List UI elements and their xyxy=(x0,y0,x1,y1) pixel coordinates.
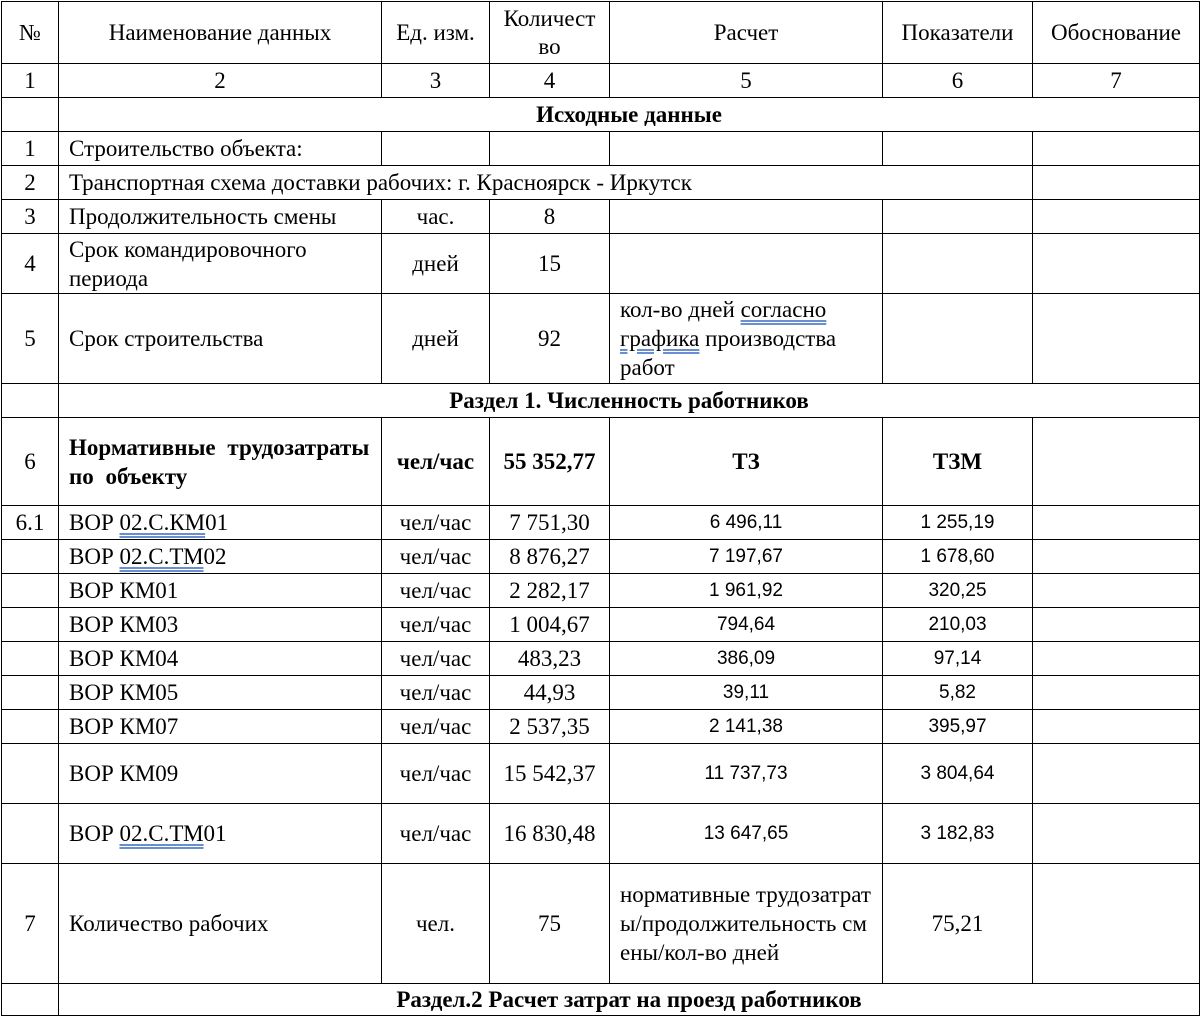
table-row xyxy=(2,744,1200,804)
row-number xyxy=(2,642,59,676)
row-qty: 55 352,77 xyxy=(490,418,610,506)
col-number: 7 xyxy=(1033,64,1200,98)
section-row xyxy=(2,98,1200,132)
row-number: 6 xyxy=(2,418,59,506)
vor-code: 02.С.КМ xyxy=(119,510,206,535)
row-tz: 7 197,67 xyxy=(610,540,883,574)
row-qty: 75 xyxy=(490,864,610,984)
row-calc xyxy=(610,294,883,384)
row-name: Транспортная схема доставки рабочих: г. Красноярск - Иркутск xyxy=(59,166,1033,200)
row-tz: 11 737,73 xyxy=(610,744,883,804)
row-number: 5 xyxy=(2,294,59,384)
header-col-calc: Расчет xyxy=(610,2,883,64)
table-row xyxy=(2,506,1200,540)
row-name: ВОР 02.С.ТМ02 xyxy=(59,540,382,574)
row-unit: чел/час xyxy=(382,642,490,676)
section-row xyxy=(2,384,1200,418)
row-number xyxy=(2,804,59,864)
col-number: 1 xyxy=(2,64,59,98)
row-tzm: 210,03 xyxy=(883,608,1033,642)
section-title: Раздел.2 Расчет затрат на проезд работников xyxy=(59,984,1200,1016)
row-tzm: 320,25 xyxy=(883,574,1033,608)
row-name: Срок командировочного периода xyxy=(59,234,382,294)
row-tzm: ТЗМ xyxy=(883,418,1033,506)
row-number xyxy=(2,540,59,574)
row-number: 1 xyxy=(2,132,59,166)
row-name: Количество рабочих xyxy=(59,864,382,984)
row-tzm: 3 182,83 xyxy=(883,804,1033,864)
row-tz: 1 961,92 xyxy=(610,574,883,608)
row-number: 4 xyxy=(2,234,59,294)
section-title: Исходные данные xyxy=(59,98,1200,132)
row-qty: 92 xyxy=(490,294,610,384)
row-unit: чел/час xyxy=(382,804,490,864)
col-number: 4 xyxy=(490,64,610,98)
table-row xyxy=(2,234,1200,294)
row-number: 3 xyxy=(2,200,59,234)
header-col-num: № xyxy=(2,2,59,64)
row-qty: 44,93 xyxy=(490,676,610,710)
col-number: 6 xyxy=(883,64,1033,98)
row-qty: 2 282,17 xyxy=(490,574,610,608)
calc-underlined-text: согласно xyxy=(740,297,827,322)
header-col-unit: Ед. изм. xyxy=(382,2,490,64)
table-row xyxy=(2,418,1200,506)
row-number: 2 xyxy=(2,166,59,200)
row-name: ВОР КМ04 xyxy=(59,642,382,676)
section-row xyxy=(2,984,1200,1016)
row-value: 75,21 xyxy=(883,864,1033,984)
row-number xyxy=(2,676,59,710)
vor-code: 02.С.ТМ xyxy=(119,821,204,846)
row-name: Продолжительность смены xyxy=(59,200,382,234)
row-calc: нормативные трудозатраты/продолжительность смены/кол-во дней xyxy=(610,864,883,984)
row-name: ВОР КМ09 xyxy=(59,744,382,804)
row-unit: чел/час xyxy=(382,574,490,608)
row-tzm: 1 255,19 xyxy=(883,506,1033,540)
table-row xyxy=(2,166,1200,200)
header-row xyxy=(2,2,1200,64)
row-qty: 1 004,67 xyxy=(490,608,610,642)
table-row xyxy=(2,294,1200,384)
table-row xyxy=(2,710,1200,744)
calc-underlined-text: графика xyxy=(620,326,700,351)
calc-text: производства работ xyxy=(620,326,837,380)
row-name: ВОР 02.С.ТМ01 xyxy=(59,804,382,864)
row-tzm: 395,97 xyxy=(883,710,1033,744)
row-number: 7 xyxy=(2,864,59,984)
row-tzm: 97,14 xyxy=(883,642,1033,676)
row-name: ВОР КМ05 xyxy=(59,676,382,710)
row-qty: 15 xyxy=(490,234,610,294)
header-col-indicators: Показатели xyxy=(883,2,1033,64)
section-title: Раздел 1. Численность работников xyxy=(59,384,1200,418)
row-tz: ТЗ xyxy=(610,418,883,506)
row-tz: 13 647,65 xyxy=(610,804,883,864)
row-unit: дней xyxy=(382,294,490,384)
row-qty: 8 876,27 xyxy=(490,540,610,574)
row-number xyxy=(2,608,59,642)
vor-code: 02.С.ТМ xyxy=(119,544,204,569)
row-name: Строительство объекта: xyxy=(59,132,382,166)
row-unit: час. xyxy=(382,200,490,234)
row-unit: чел/час xyxy=(382,608,490,642)
row-name: Нормативные трудозатраты по объекту xyxy=(59,418,382,506)
row-number xyxy=(2,744,59,804)
row-qty: 2 537,35 xyxy=(490,710,610,744)
row-name: ВОР КМ03 xyxy=(59,608,382,642)
row-number xyxy=(2,710,59,744)
table-row xyxy=(2,200,1200,234)
col-number: 2 xyxy=(59,64,382,98)
table-row xyxy=(2,574,1200,608)
row-tzm: 5,82 xyxy=(883,676,1033,710)
row-name: ВОР КМ07 xyxy=(59,710,382,744)
row-tz: 39,11 xyxy=(610,676,883,710)
row-number xyxy=(2,574,59,608)
calculation-table xyxy=(1,1,1200,1016)
row-name: Срок строительства xyxy=(59,294,382,384)
row-qty: 16 830,48 xyxy=(490,804,610,864)
table-row xyxy=(2,864,1200,984)
row-unit: чел/час xyxy=(382,506,490,540)
table-row xyxy=(2,676,1200,710)
row-unit: чел/час xyxy=(382,710,490,744)
row-qty: 483,23 xyxy=(490,642,610,676)
row-tz: 794,64 xyxy=(610,608,883,642)
table-row xyxy=(2,642,1200,676)
row-name: ВОР 02.С.КМ01 xyxy=(59,506,382,540)
col-number: 3 xyxy=(382,64,490,98)
row-tz: 6 496,11 xyxy=(610,506,883,540)
row-name: ВОР КМ01 xyxy=(59,574,382,608)
column-number-row xyxy=(2,64,1200,98)
row-tzm: 3 804,64 xyxy=(883,744,1033,804)
row-number: 6.1 xyxy=(2,506,59,540)
table-row xyxy=(2,540,1200,574)
header-col-qty: Количество xyxy=(490,2,610,64)
row-unit: чел/час xyxy=(382,676,490,710)
col-number: 5 xyxy=(610,64,883,98)
row-qty: 7 751,30 xyxy=(490,506,610,540)
row-qty: 8 xyxy=(490,200,610,234)
header-col-justification: Обоснование xyxy=(1033,2,1200,64)
row-tz: 386,09 xyxy=(610,642,883,676)
table-row xyxy=(2,804,1200,864)
row-unit: чел. xyxy=(382,864,490,984)
row-unit: дней xyxy=(382,234,490,294)
row-unit: чел/час xyxy=(382,744,490,804)
header-col-name: Наименование данных xyxy=(59,2,382,64)
row-qty: 15 542,37 xyxy=(490,744,610,804)
table-row xyxy=(2,608,1200,642)
row-unit: чел/час xyxy=(382,418,490,506)
row-tz: 2 141,38 xyxy=(610,710,883,744)
table-row xyxy=(2,132,1200,166)
row-unit: чел/час xyxy=(382,540,490,574)
calc-text: кол-во дней xyxy=(620,297,741,322)
row-tzm: 1 678,60 xyxy=(883,540,1033,574)
